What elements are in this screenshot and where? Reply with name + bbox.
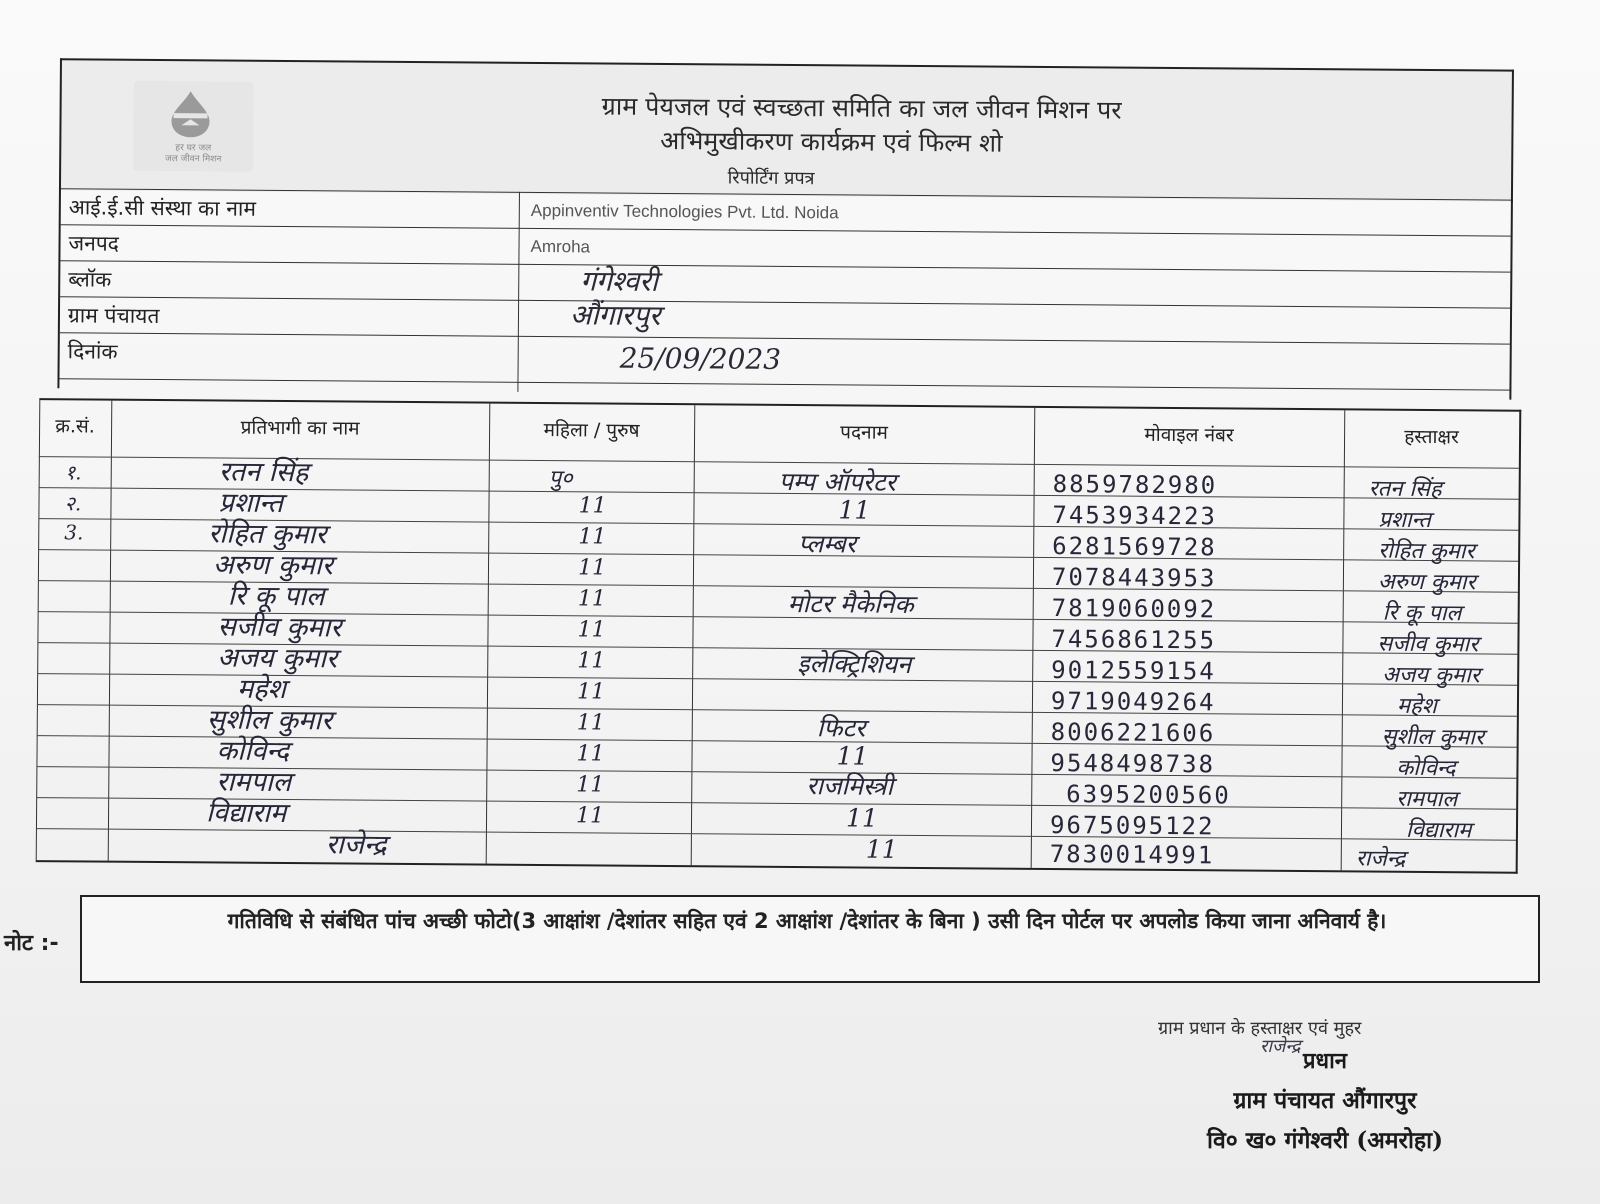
cell-gender: पु० <box>548 466 573 492</box>
header-name: प्रतिभागी का नाम <box>240 416 360 440</box>
cell-signature: रामपाल <box>1396 786 1458 813</box>
header-designation: पदनाम <box>840 421 889 444</box>
cell-gender: 11 <box>577 648 606 674</box>
cell-signature: प्रशान्त <box>1378 507 1432 534</box>
info-value: Appinventiv Technologies Pvt. Ltd. Noida <box>530 200 839 223</box>
cell-gender: 11 <box>576 741 605 767</box>
cell-sno: 3. <box>64 520 84 545</box>
info-label: जनपद <box>68 231 119 256</box>
info-value: 25/09/2023 <box>619 341 782 376</box>
note-box <box>80 895 1540 983</box>
info-block <box>57 188 1513 399</box>
cell-designation: फिटर <box>816 713 866 743</box>
info-value: Amroha <box>530 236 591 257</box>
cell-gender: 11 <box>575 803 605 829</box>
note-label: नोट :- <box>4 931 59 956</box>
col-line <box>36 400 41 860</box>
cell-name: राजेन्द्र <box>325 829 387 861</box>
col-line <box>691 405 696 865</box>
cell-mobile: 7456861255 <box>1051 625 1217 655</box>
cell-name: प्रशान्त <box>218 487 284 519</box>
form-sheet <box>23 58 1549 902</box>
pradhan-stamp <box>1160 1045 1490 1155</box>
cell-signature: अजय कुमार <box>1382 662 1480 689</box>
cell-signature: रतन सिंह <box>1368 476 1442 503</box>
cell-mobile: 7830014991 <box>1049 840 1215 870</box>
cell-gender: 11 <box>576 772 605 798</box>
cell-gender: 11 <box>577 586 606 612</box>
form-header <box>59 58 1514 201</box>
header-gender: महिला / पुरुष <box>543 419 640 442</box>
cell-signature: राजेन्द्र <box>1355 846 1406 872</box>
form-subtitle: रिपोर्टिंग प्रपत्र <box>727 167 815 190</box>
col-line <box>108 401 113 861</box>
cell-designation: 11 <box>845 803 878 833</box>
cell-mobile: 8006221606 <box>1050 718 1216 748</box>
pradhan-signature: राजेन्द्र <box>1260 1036 1301 1057</box>
info-value: औंगारपुर <box>569 298 661 332</box>
cell-designation: 11 <box>865 834 898 864</box>
form-title-line1: ग्राम पेयजल एवं स्वच्छता समिति का जल जीवन मिशन पर <box>601 91 1122 125</box>
row-line <box>36 828 1516 841</box>
cell-designation: प्लम्बर <box>798 529 857 559</box>
cell-name: रोहित कुमार <box>208 518 327 551</box>
cell-mobile: 9548498738 <box>1050 749 1216 779</box>
cell-name: कोविन्द <box>216 735 290 768</box>
info-value: गंगेश्वरी <box>580 264 659 298</box>
col-line <box>486 404 491 864</box>
cell-gender: 11 <box>576 679 606 705</box>
cell-designation: 11 <box>836 741 869 771</box>
cell-signature: अरुण कुमार <box>1377 569 1476 596</box>
cell-name: अजय कुमार <box>217 642 338 675</box>
cell-name: अरुण कुमार <box>212 549 333 582</box>
cell-designation: पम्प ऑपरेटर <box>778 466 896 497</box>
cell-gender: 11 <box>577 555 607 581</box>
cell-mobile: 6395200560 <box>1066 780 1231 810</box>
cell-signature: रि कू पाल <box>1382 600 1462 627</box>
cell-name: महेश <box>236 673 287 706</box>
stamp-block: वि० ख० गंगेश्वरी (अमरोहा) <box>1207 1127 1443 1154</box>
header-sno: क्र.सं. <box>55 415 95 438</box>
participants-table <box>36 398 1522 874</box>
cell-name: सुशील कुमार <box>206 704 333 737</box>
note-section <box>0 895 1540 987</box>
cell-mobile: 9719049264 <box>1050 687 1216 717</box>
cell-sno: २. <box>64 491 82 516</box>
cell-gender: 11 <box>577 617 606 643</box>
col-line <box>1031 408 1036 868</box>
signature-caption: ग्राम प्रधान के हस्ताक्षर एवं मुहर <box>1158 1018 1362 1039</box>
cell-signature: कोविन्द <box>1396 755 1456 782</box>
cell-name: विद्याराम <box>205 797 287 830</box>
cell-mobile: 8859782980 <box>1052 470 1218 500</box>
cell-mobile: 6281569728 <box>1052 532 1217 562</box>
col-line <box>1341 410 1346 870</box>
cell-mobile: 7453934223 <box>1052 501 1218 531</box>
header-signature: हस्ताक्षर <box>1404 425 1459 449</box>
form-title-line2: अभिमुखीकरण कार्यक्रम एवं फिल्म शो <box>660 125 1003 158</box>
cell-designation: इलेक्ट्रिशियन <box>797 649 912 679</box>
water-drop-icon <box>163 89 217 139</box>
info-label: ब्लॉक <box>68 267 112 292</box>
cell-gender: 11 <box>578 524 607 550</box>
cell-name: रामपाल <box>216 766 292 799</box>
cell-signature: विद्याराम <box>1405 817 1472 844</box>
cell-name: सजीव कुमार <box>217 611 342 644</box>
note-text: गतिविधि से संबंधित पांच अच्छी फोटो(3 आक्षांश /देशांतर सहित एवं 2 आक्षांश /देशांतर के बिना ) उसी दिन पोर्टल पर अपलोड किया जाना अनिवार्य है। <box>227 909 1387 933</box>
cell-mobile: 9675095122 <box>1049 811 1215 841</box>
cell-mobile: 7819060092 <box>1051 594 1217 624</box>
cell-name: रतन सिंह <box>218 456 309 489</box>
cell-signature: रोहित कुमार <box>1378 538 1475 565</box>
cell-sno: १. <box>64 460 82 485</box>
cell-mobile: 7078443953 <box>1051 563 1217 593</box>
header-mobile: मोवाइल नंबर <box>1144 423 1234 447</box>
stamp-title: प्रधान <box>1303 1048 1347 1074</box>
cell-gender: 11 <box>578 493 607 519</box>
info-label: दिनांक <box>67 339 118 364</box>
logo-caption: हर घर जल जल जीवन मिशन <box>164 143 222 165</box>
stamp-panchayat: ग्राम पंचायत औंगारपुर <box>1233 1087 1417 1114</box>
info-label: आई.ई.सी संस्था का नाम <box>68 195 257 221</box>
info-label: ग्राम पंचायत <box>67 303 160 329</box>
cell-gender: 11 <box>576 710 605 736</box>
cell-signature: सुशील कुमार <box>1381 724 1484 751</box>
jal-jeevan-logo <box>133 81 254 172</box>
cell-designation: मोटर मैकेनिक <box>787 588 914 619</box>
cell-signature: महेश <box>1396 693 1437 720</box>
cell-signature: सजीव कुमार <box>1377 631 1479 658</box>
cell-designation: 11 <box>838 495 871 525</box>
cell-name: रि कू पाल <box>227 580 325 613</box>
cell-mobile: 9012559154 <box>1051 656 1216 686</box>
cell-designation: राजमिस्त्री <box>806 771 894 801</box>
